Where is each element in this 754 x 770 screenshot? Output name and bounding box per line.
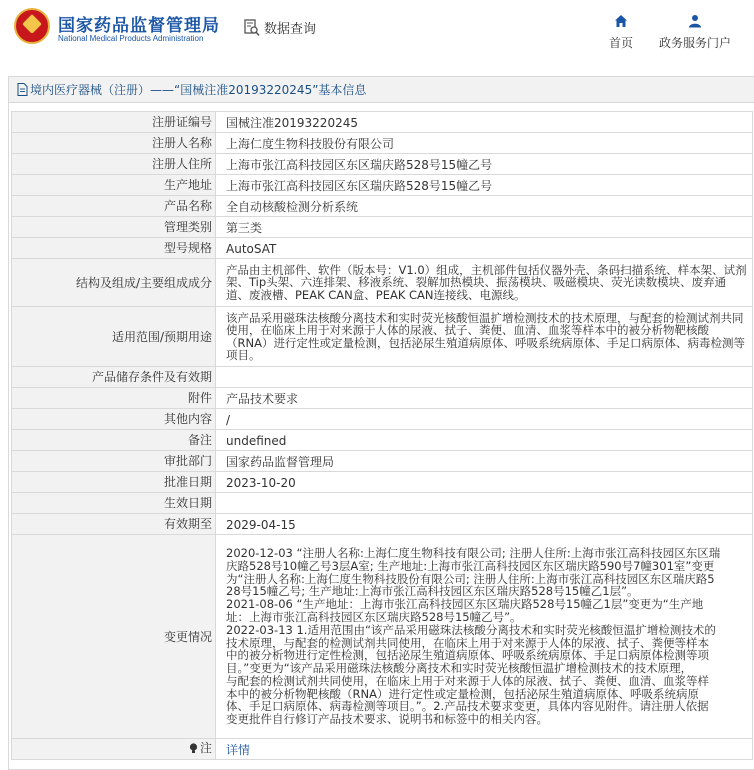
- table-row: [12, 307, 753, 367]
- detail-panel: [8, 76, 754, 770]
- emblem-logo: [14, 8, 50, 44]
- site-header: [0, 0, 754, 66]
- change-line: 本中的被分析物靶核酸（RNA）进行定性或定量检测，包括泌尿生殖道病原体、呼吸系统病原: [226, 686, 699, 701]
- table-row: [12, 238, 753, 259]
- data-query-link[interactable]: [244, 18, 316, 37]
- breadcrumb: [9, 77, 754, 103]
- field-value: AutoSAT: [216, 238, 753, 259]
- table-row: [12, 112, 753, 133]
- change-line: 中的被分析物进行定性检测，包括泌尿生殖道病原体、呼吸系统病原体、手足口病原体检测等项: [226, 648, 709, 663]
- field-value: 上海市张江高科技园区东区瑞庆路528号15幢乙号: [216, 154, 753, 175]
- table-row: [12, 739, 753, 760]
- change-line: 技术原理，与配套的检测试剂共同使用，在临床上用于对来源于人体的尿液、拭子、粪便等样本: [226, 635, 709, 650]
- field-label: 有效期至: [12, 514, 216, 535]
- field-value: 该产品采用磁珠法核酸分离技术和实时荧光核酸恒温扩增检测技术的技术原理，与配套的检测试剂共同使用，在临床上用于对来源于人体的尿液、拭子、粪便、血清、血浆等样本中的被分析物靶核酸（RNA）进行定性或定量检测，包括泌尿生殖道病原体、呼吸系统病原体、手足口病原体、病毒检测等项目。: [216, 307, 753, 367]
- change-line: 目。”变更为“该产品采用磁珠法核酸分离技术和实时荧光核酸恒温扩增检测技术的技术原理，: [226, 661, 693, 676]
- field-label: 产品储存条件及有效期: [12, 367, 216, 388]
- breadcrumb-text: 境内医疗器械（注册）——“国械注准20193220245”基本信息: [30, 83, 367, 97]
- field-label: 批准日期: [12, 472, 216, 493]
- note-label-text: 注: [199, 741, 212, 756]
- table-row: [12, 367, 753, 388]
- details-link[interactable]: 详情: [226, 742, 251, 757]
- home-icon: [614, 14, 628, 28]
- field-label: 变更情况: [12, 535, 216, 739]
- change-line: 2022-03-13 1.适用范围由“该产品采用磁珠法核酸分离技术和实时荧光核酸恒温扩增检测技术的: [226, 622, 716, 637]
- field-value: 全自动核酸检测分析系统: [216, 196, 753, 217]
- user-icon: [688, 14, 702, 28]
- table-row: [12, 430, 753, 451]
- data-query-label: 数据查询: [264, 22, 317, 37]
- note-label: [189, 741, 212, 755]
- table-row: [12, 217, 753, 238]
- field-label: 产品名称: [12, 196, 216, 217]
- field-label: 生产地址: [12, 175, 216, 196]
- table-row: [12, 259, 753, 307]
- nav-gov-portal[interactable]: [654, 14, 736, 51]
- table-row: [12, 472, 753, 493]
- nav-home[interactable]: [606, 14, 636, 51]
- bulb-icon: [189, 743, 198, 754]
- field-value: undefined: [216, 430, 753, 451]
- field-value: 上海市张江高科技园区东区瑞庆路528号15幢乙号: [216, 175, 753, 196]
- field-label: 型号规格: [12, 238, 216, 259]
- field-value: [216, 493, 753, 514]
- change-line: 址：上海市张江高科技园区东区瑞庆路528号15幢乙号”。: [226, 609, 522, 624]
- table-row: [12, 493, 753, 514]
- change-line: 变更批件自行修订产品技术要求、说明书和标签中的相关内容。: [226, 712, 548, 727]
- field-label: 备注: [12, 430, 216, 451]
- field-value: 国家药品监督管理局: [216, 451, 753, 472]
- field-value: 产品由主机部件、软件（版本号：V1.0）组成，主机部件包括仪器外壳、条码扫描系统、样本架、试剂架、Tip头架、六连排架、移液系统、裂解加热模块、振荡模块、吸磁模块、荧光读数模块、废弃通道、废液槽、PEAK CAN盒、PEAK CAN连接线、电源线。: [216, 259, 753, 307]
- field-value: 国械注准20193220245: [216, 112, 753, 133]
- table-row: [12, 175, 753, 196]
- change-line: 28号15幢乙号; 生产地址:上海市张江高科技园区东区瑞庆路528号15幢乙1层”。: [226, 584, 639, 599]
- change-line: 庆路528号10幢乙号3层A室; 生产地址:上海市张江高科技园区东区瑞庆路590号7幢301室”变更: [226, 558, 715, 573]
- search-document-icon: [244, 19, 260, 37]
- change-line: 为“注册人名称:上海仁度生物科技股份有限公司; 注册人住所:上海市张江高科技园区东区瑞庆路5: [226, 571, 715, 586]
- field-label: 附件: [12, 388, 216, 409]
- field-value: 第三类: [216, 217, 753, 238]
- table-row: [12, 535, 753, 739]
- field-label: 结构及组成/主要组成成分: [12, 259, 216, 307]
- details-cell: [216, 739, 753, 760]
- nav-home-label: 首页: [608, 36, 633, 50]
- table-row: [12, 388, 753, 409]
- field-label: 审批部门: [12, 451, 216, 472]
- attachment-link[interactable]: 产品技术要求: [216, 388, 753, 409]
- field-label: 注册人名称: [12, 133, 216, 154]
- change-line: 与配套的检测试剂共同使用，在临床上用于对来源于人体的尿液、拭子、粪便、血清、血浆等样: [226, 673, 709, 688]
- table-row: [12, 451, 753, 472]
- field-value: /: [216, 409, 753, 430]
- change-line: 2020-12-03 “注册人名称:上海仁度生物科技有限公司; 注册人住所:上海市张江高科技园区东区瑞: [226, 545, 721, 560]
- change-history: [216, 535, 753, 739]
- site-title: 国家药品监督管理局: [58, 16, 220, 36]
- table-row: [12, 133, 753, 154]
- table-row: [12, 196, 753, 217]
- field-label: 注册人住所: [12, 154, 216, 175]
- nav-gov-label: 政务服务门户: [658, 36, 731, 50]
- field-value: 2029-04-15: [216, 514, 753, 535]
- change-line: 体、手足口病原体、病毒检测等项目。”。2.产品技术要求变更，具体内容见附件。请注册人依据: [226, 699, 709, 714]
- change-line: 2021-08-06 “生产地址：上海市张江高科技园区东区瑞庆路528号15幢乙1层”变更为“生产地: [226, 597, 704, 612]
- table-row: [12, 154, 753, 175]
- field-label: 管理类别: [12, 217, 216, 238]
- table-row: [12, 514, 753, 535]
- note-label-cell: [12, 739, 216, 760]
- detail-table: [11, 111, 753, 760]
- site-subtitle: National Medical Products Administration: [58, 34, 204, 43]
- document-icon: [17, 83, 28, 96]
- field-label: 适用范围/预期用途: [12, 307, 216, 367]
- field-label: 注册证编号: [12, 112, 216, 133]
- field-value: 2023-10-20: [216, 472, 753, 493]
- field-label: 其他内容: [12, 409, 216, 430]
- field-label: 生效日期: [12, 493, 216, 514]
- table-row: [12, 409, 753, 430]
- field-value: 上海仁度生物科技股份有限公司: [216, 133, 753, 154]
- field-value: [216, 367, 753, 388]
